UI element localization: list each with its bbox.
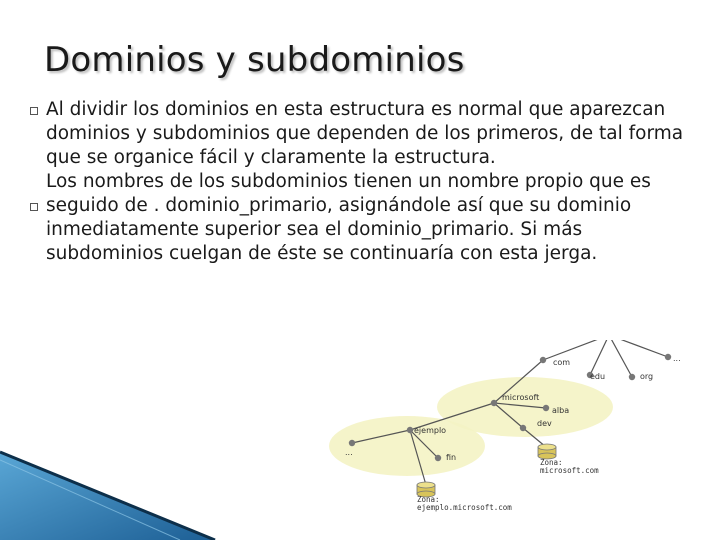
- bullet-icon: [30, 107, 38, 115]
- tree-node: [435, 455, 441, 461]
- node-label-dev: dev: [537, 419, 552, 428]
- node-label-com: com: [553, 358, 571, 367]
- tree-node: [349, 440, 355, 446]
- tree-node: [520, 425, 526, 431]
- paragraph-1: Al dividir los dominios en esta estructura es normal que aparezcan dominios y subdominios que dependen de los primeros, de tal forma que se organice fácil y claramente la estructura.: [46, 99, 684, 168]
- bullet-icon: [30, 203, 38, 211]
- node-label-microsoft: microsoft: [502, 393, 540, 402]
- paragraph-2: Los nombres de los subdominios tienen un nombre propio que es seguido de . dominio_primario, asignándole así que su dominio inmediatamente superior sea el dominio_primario. Si más subdominios cuelgan de éste se continuaría con esta jerga.: [46, 171, 651, 264]
- domain-tree-diagram: [0, 340, 720, 540]
- node-label-fin: fin: [446, 453, 457, 462]
- tree-node: [665, 354, 671, 360]
- tree-node: [540, 357, 546, 363]
- node-label-more-top: ...: [673, 354, 681, 363]
- node-label-ejemplo: ejemplo: [414, 426, 447, 435]
- node-label-edu: edu: [590, 372, 606, 381]
- tree-node: [543, 405, 549, 411]
- node-label-more-left: ...: [345, 448, 353, 457]
- body-text: [46, 98, 686, 266]
- zone-microsoft-label-line1: Zona:: [540, 458, 563, 467]
- zone-ejemplo-label-line2: ejemplo.microsoft.com: [417, 503, 512, 512]
- tree-node: [407, 427, 413, 433]
- slide-title: Dominios y subdominios: [44, 40, 465, 80]
- zone-ejemplo-label-line1: Zona:: [417, 495, 440, 504]
- tree-node: [629, 374, 635, 380]
- tree-node: [491, 400, 497, 406]
- database-icon: [538, 444, 556, 459]
- node-label-org: org: [640, 372, 654, 381]
- node-label-alba: alba: [552, 406, 570, 415]
- zone-microsoft-label-line2: microsoft.com: [540, 466, 599, 475]
